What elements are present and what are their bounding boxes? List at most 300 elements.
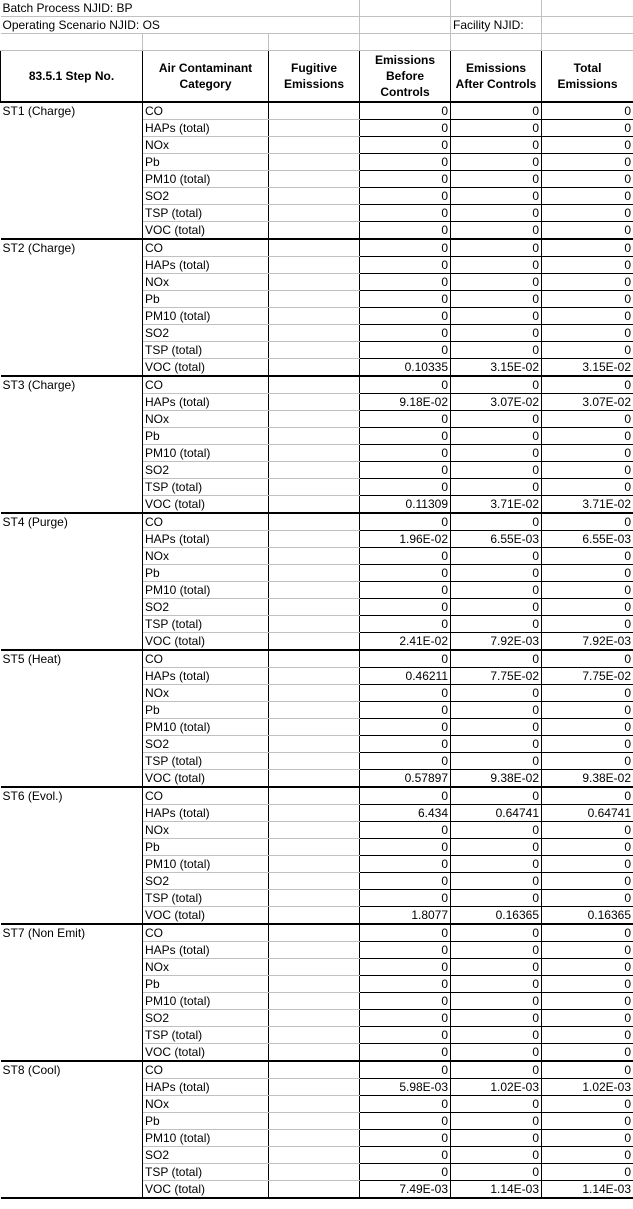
empty-cell: [1, 1079, 143, 1096]
total-emissions-cell: 3.07E-02: [542, 394, 633, 411]
contaminant-category: PM10 (total): [143, 308, 269, 325]
emissions-after-cell: 0: [451, 1147, 542, 1164]
table-row: [1, 770, 633, 788]
emissions-before-cell: 0.10335: [360, 359, 451, 377]
fugitive-emissions-cell: [269, 959, 360, 976]
emissions-after-cell: 0: [451, 428, 542, 445]
emissions-before-cell: 0: [360, 565, 451, 582]
table-row: [1, 1096, 633, 1113]
total-emissions-cell: 0: [542, 976, 633, 993]
empty-cell: [1, 702, 143, 719]
empty-cell: [1, 959, 143, 976]
empty-cell: [143, 34, 269, 51]
total-emissions-cell: 0: [542, 411, 633, 428]
table-row: [1, 907, 633, 925]
fugitive-emissions-cell: [269, 736, 360, 753]
header-before: Emissions Before Controls: [360, 51, 451, 103]
fugitive-emissions-cell: [269, 205, 360, 222]
emissions-before-cell: 0: [360, 291, 451, 308]
contaminant-category: CO: [143, 924, 269, 942]
fugitive-emissions-cell: [269, 924, 360, 942]
step-group: [1, 376, 633, 513]
total-emissions-cell: 0: [542, 325, 633, 342]
emissions-after-cell: 0: [451, 1130, 542, 1147]
emissions-before-cell: 0: [360, 308, 451, 325]
emissions-before-cell: 0: [360, 1147, 451, 1164]
table-row: [1, 805, 633, 822]
emissions-before-cell: 0: [360, 856, 451, 873]
contaminant-category: VOC (total): [143, 633, 269, 651]
fugitive-emissions-cell: [269, 942, 360, 959]
emissions-after-cell: 0: [451, 959, 542, 976]
emissions-before-cell: 0: [360, 222, 451, 240]
header-after: Emissions After Controls: [451, 51, 542, 103]
empty-cell: [1, 1044, 143, 1062]
table-row: [1, 102, 633, 120]
empty-cell: [542, 17, 633, 34]
table-row: [1, 924, 633, 942]
fugitive-emissions-cell: [269, 102, 360, 120]
empty-cell: [1, 976, 143, 993]
step-name: ST4 (Purge): [1, 513, 143, 531]
empty-cell: [1, 479, 143, 496]
fugitive-emissions-cell: [269, 993, 360, 1010]
step-group: [1, 924, 633, 1061]
contaminant-category: Pb: [143, 565, 269, 582]
fugitive-emissions-cell: [269, 616, 360, 633]
contaminant-category: Pb: [143, 291, 269, 308]
fugitive-emissions-cell: [269, 1113, 360, 1130]
empty-cell: [1, 873, 143, 890]
step-name: ST5 (Heat): [1, 650, 143, 668]
emissions-before-cell: 0: [360, 702, 451, 719]
table-row: [1, 1181, 633, 1199]
contaminant-category: NOx: [143, 137, 269, 154]
emissions-after-cell: 1.14E-03: [451, 1181, 542, 1199]
emissions-after-cell: 0: [451, 650, 542, 668]
fugitive-emissions-cell: [269, 1164, 360, 1181]
emissions-after-cell: 0: [451, 411, 542, 428]
total-emissions-cell: 1.14E-03: [542, 1181, 633, 1199]
table-row: [1, 1044, 633, 1062]
emissions-before-cell: 0: [360, 171, 451, 188]
table-row: [1, 359, 633, 377]
fugitive-emissions-cell: [269, 1027, 360, 1044]
fugitive-emissions-cell: [269, 907, 360, 925]
total-emissions-cell: 0: [542, 171, 633, 188]
empty-cell: [1, 394, 143, 411]
emissions-before-cell: 2.41E-02: [360, 633, 451, 651]
total-emissions-cell: 6.55E-03: [542, 531, 633, 548]
table-row: [1, 308, 633, 325]
empty-cell: [1, 205, 143, 222]
empty-cell: [1, 222, 143, 240]
emissions-before-cell: 6.434: [360, 805, 451, 822]
fugitive-emissions-cell: [269, 120, 360, 137]
header-category: Air Contaminant Category: [143, 51, 269, 103]
fugitive-emissions-cell: [269, 1130, 360, 1147]
emissions-after-cell: 3.71E-02: [451, 496, 542, 514]
total-emissions-cell: 0: [542, 205, 633, 222]
table-row: [1, 959, 633, 976]
emissions-after-cell: 0: [451, 565, 542, 582]
emissions-before-cell: 0: [360, 1044, 451, 1062]
total-emissions-cell: 3.71E-02: [542, 496, 633, 514]
emissions-after-cell: 0: [451, 582, 542, 599]
total-emissions-cell: 0: [542, 120, 633, 137]
total-emissions-cell: 3.15E-02: [542, 359, 633, 377]
total-emissions-cell: 0: [542, 513, 633, 531]
emissions-before-cell: 0: [360, 650, 451, 668]
fugitive-emissions-cell: [269, 359, 360, 377]
empty-cell: [1, 462, 143, 479]
fugitive-emissions-cell: [269, 856, 360, 873]
emissions-before-cell: 0: [360, 342, 451, 359]
table-row: [1, 205, 633, 222]
contaminant-category: SO2: [143, 873, 269, 890]
emissions-after-cell: 0: [451, 685, 542, 702]
contaminant-category: TSP (total): [143, 205, 269, 222]
contaminant-category: TSP (total): [143, 1164, 269, 1181]
total-emissions-cell: 0: [542, 753, 633, 770]
fugitive-emissions-cell: [269, 154, 360, 171]
emissions-after-cell: 0: [451, 1027, 542, 1044]
contaminant-category: NOx: [143, 822, 269, 839]
step-name: ST7 (Non Emit): [1, 924, 143, 942]
empty-cell: [269, 0, 360, 17]
emissions-before-cell: 0.57897: [360, 770, 451, 788]
emissions-before-cell: 0: [360, 188, 451, 205]
emissions-before-cell: 0: [360, 959, 451, 976]
empty-cell: [1, 342, 143, 359]
emissions-after-cell: 6.55E-03: [451, 531, 542, 548]
fugitive-emissions-cell: [269, 428, 360, 445]
empty-cell: [1, 120, 143, 137]
empty-cell: [1, 359, 143, 377]
fugitive-emissions-cell: [269, 394, 360, 411]
emissions-after-cell: 0: [451, 993, 542, 1010]
empty-cell: [1, 1113, 143, 1130]
fugitive-emissions-cell: [269, 137, 360, 154]
emissions-after-cell: 0: [451, 1044, 542, 1062]
emissions-after-cell: 0: [451, 942, 542, 959]
emissions-after-cell: 0: [451, 102, 542, 120]
fugitive-emissions-cell: [269, 222, 360, 240]
fugitive-emissions-cell: [269, 839, 360, 856]
step-name: ST2 (Charge): [1, 239, 143, 257]
contaminant-category: Pb: [143, 976, 269, 993]
empty-cell: [1, 1181, 143, 1199]
emissions-before-cell: 0: [360, 548, 451, 565]
table-row: [1, 668, 633, 685]
emissions-after-cell: 0: [451, 154, 542, 171]
table-row: [1, 787, 633, 805]
contaminant-category: SO2: [143, 462, 269, 479]
emissions-before-cell: 0: [360, 239, 451, 257]
header-total: Total Emissions: [542, 51, 633, 103]
emissions-after-cell: 0: [451, 787, 542, 805]
fugitive-emissions-cell: [269, 325, 360, 342]
emissions-before-cell: 0: [360, 274, 451, 291]
empty-cell: [1, 34, 143, 51]
fugitive-emissions-cell: [269, 308, 360, 325]
empty-cell: [1, 291, 143, 308]
fugitive-emissions-cell: [269, 1061, 360, 1079]
fugitive-emissions-cell: [269, 479, 360, 496]
batch-process-label: Batch Process NJID: BP: [1, 0, 269, 17]
emissions-before-cell: 5.98E-03: [360, 1079, 451, 1096]
table-row: [1, 942, 633, 959]
step-group: [1, 513, 633, 650]
contaminant-category: NOx: [143, 411, 269, 428]
table-row: [1, 685, 633, 702]
empty-cell: [1, 428, 143, 445]
emissions-before-cell: 1.8077: [360, 907, 451, 925]
empty-cell: [1, 822, 143, 839]
contaminant-category: VOC (total): [143, 1044, 269, 1062]
empty-cell: [1, 685, 143, 702]
contaminant-category: CO: [143, 787, 269, 805]
contaminant-category: PM10 (total): [143, 171, 269, 188]
total-emissions-cell: 0: [542, 1044, 633, 1062]
emissions-before-cell: 0: [360, 924, 451, 942]
total-emissions-cell: 0: [542, 822, 633, 839]
table-row: [1, 856, 633, 873]
empty-cell: [1, 445, 143, 462]
empty-cell: [1, 633, 143, 651]
empty-cell: [1, 171, 143, 188]
fugitive-emissions-cell: [269, 650, 360, 668]
contaminant-category: CO: [143, 650, 269, 668]
emissions-before-cell: 0.46211: [360, 668, 451, 685]
emissions-before-cell: 0: [360, 325, 451, 342]
empty-cell: [360, 34, 451, 51]
fugitive-emissions-cell: [269, 1079, 360, 1096]
total-emissions-cell: 0: [542, 787, 633, 805]
emissions-before-cell: 0: [360, 890, 451, 907]
fugitive-emissions-cell: [269, 787, 360, 805]
emissions-before-cell: 0: [360, 616, 451, 633]
contaminant-category: Pb: [143, 702, 269, 719]
total-emissions-cell: 0: [542, 839, 633, 856]
emissions-after-cell: 1.02E-03: [451, 1079, 542, 1096]
emissions-before-cell: 0: [360, 1096, 451, 1113]
table-row: [1, 993, 633, 1010]
total-emissions-cell: 0: [542, 376, 633, 394]
meta-row-scenario: [1, 17, 633, 34]
fugitive-emissions-cell: [269, 565, 360, 582]
contaminant-category: Pb: [143, 1113, 269, 1130]
fugitive-emissions-cell: [269, 753, 360, 770]
empty-cell: [1, 616, 143, 633]
contaminant-category: SO2: [143, 188, 269, 205]
fugitive-emissions-cell: [269, 411, 360, 428]
emissions-after-cell: 0: [451, 342, 542, 359]
table-row: [1, 1164, 633, 1181]
table-row: [1, 428, 633, 445]
empty-cell: [1, 993, 143, 1010]
table-row: [1, 222, 633, 240]
emissions-after-cell: 0.64741: [451, 805, 542, 822]
emissions-after-cell: 0: [451, 702, 542, 719]
emissions-before-cell: 0: [360, 993, 451, 1010]
emissions-after-cell: 0: [451, 205, 542, 222]
contaminant-category: PM10 (total): [143, 1130, 269, 1147]
total-emissions-cell: 0: [542, 959, 633, 976]
emissions-before-cell: 0: [360, 1061, 451, 1079]
empty-cell: [1, 736, 143, 753]
empty-cell: [542, 0, 633, 17]
contaminant-category: NOx: [143, 548, 269, 565]
fugitive-emissions-cell: [269, 496, 360, 514]
contaminant-category: HAPs (total): [143, 1079, 269, 1096]
contaminant-category: CO: [143, 239, 269, 257]
table-row: [1, 291, 633, 308]
empty-cell: [1, 1027, 143, 1044]
contaminant-category: TSP (total): [143, 616, 269, 633]
table-row: [1, 719, 633, 736]
emissions-before-cell: 0: [360, 1130, 451, 1147]
emissions-after-cell: 0: [451, 1061, 542, 1079]
total-emissions-cell: 0: [542, 445, 633, 462]
empty-cell: [1, 668, 143, 685]
empty-cell: [1, 1010, 143, 1027]
emissions-after-cell: 0: [451, 171, 542, 188]
total-emissions-cell: 0: [542, 599, 633, 616]
emissions-after-cell: 0: [451, 924, 542, 942]
emissions-after-cell: 0: [451, 1164, 542, 1181]
contaminant-category: NOx: [143, 959, 269, 976]
emissions-after-cell: 0: [451, 976, 542, 993]
step-group: [1, 102, 633, 239]
empty-cell: [1, 411, 143, 428]
step-name: ST1 (Charge): [1, 102, 143, 120]
total-emissions-cell: 0.16365: [542, 907, 633, 925]
table-row: [1, 376, 633, 394]
total-emissions-cell: 0: [542, 479, 633, 496]
fugitive-emissions-cell: [269, 719, 360, 736]
total-emissions-cell: 0: [542, 719, 633, 736]
step-group: [1, 1061, 633, 1198]
emissions-before-cell: 0: [360, 376, 451, 394]
emissions-after-cell: 0: [451, 873, 542, 890]
total-emissions-cell: 0: [542, 702, 633, 719]
fugitive-emissions-cell: [269, 582, 360, 599]
emissions-after-cell: 0: [451, 188, 542, 205]
emissions-before-cell: 0: [360, 1010, 451, 1027]
emissions-before-cell: 0: [360, 753, 451, 770]
contaminant-category: HAPs (total): [143, 120, 269, 137]
empty-cell: [1, 582, 143, 599]
contaminant-category: PM10 (total): [143, 856, 269, 873]
contaminant-category: CO: [143, 376, 269, 394]
empty-cell: [1, 719, 143, 736]
empty-cell: [1, 137, 143, 154]
emissions-before-cell: 0: [360, 976, 451, 993]
emissions-before-cell: 0: [360, 582, 451, 599]
emissions-after-cell: 0: [451, 616, 542, 633]
empty-cell: [1, 531, 143, 548]
table-row: [1, 873, 633, 890]
fugitive-emissions-cell: [269, 633, 360, 651]
table-row: [1, 239, 633, 257]
total-emissions-cell: 0: [542, 137, 633, 154]
fugitive-emissions-cell: [269, 822, 360, 839]
empty-cell: [1, 325, 143, 342]
contaminant-category: NOx: [143, 685, 269, 702]
emissions-after-cell: 0: [451, 479, 542, 496]
total-emissions-cell: 0: [542, 924, 633, 942]
total-emissions-cell: 0: [542, 291, 633, 308]
contaminant-category: VOC (total): [143, 359, 269, 377]
table-row: [1, 736, 633, 753]
fugitive-emissions-cell: [269, 1147, 360, 1164]
table-row: [1, 1061, 633, 1079]
table-row: [1, 154, 633, 171]
table-row: [1, 1147, 633, 1164]
column-header-row: [1, 51, 633, 103]
fugitive-emissions-cell: [269, 274, 360, 291]
emissions-after-cell: 0: [451, 890, 542, 907]
table-row: [1, 394, 633, 411]
fugitive-emissions-cell: [269, 513, 360, 531]
empty-cell: [1, 839, 143, 856]
fugitive-emissions-cell: [269, 548, 360, 565]
empty-cell: [1, 274, 143, 291]
emissions-before-cell: 0: [360, 787, 451, 805]
fugitive-emissions-cell: [269, 1044, 360, 1062]
emissions-before-cell: 0: [360, 599, 451, 616]
contaminant-category: PM10 (total): [143, 445, 269, 462]
table-row: [1, 976, 633, 993]
emissions-before-cell: 0: [360, 719, 451, 736]
table-row: [1, 137, 633, 154]
contaminant-category: SO2: [143, 599, 269, 616]
step-name: ST3 (Charge): [1, 376, 143, 394]
empty-cell: [451, 34, 542, 51]
header-step: 83.5.1 Step No.: [1, 51, 143, 103]
contaminant-category: VOC (total): [143, 222, 269, 240]
contaminant-category: SO2: [143, 736, 269, 753]
emissions-before-cell: 0: [360, 1027, 451, 1044]
emissions-before-cell: 0: [360, 839, 451, 856]
empty-cell: [1, 599, 143, 616]
step-name: ST6 (Evol.): [1, 787, 143, 805]
total-emissions-cell: 0: [542, 1147, 633, 1164]
total-emissions-cell: 0: [542, 1096, 633, 1113]
emissions-after-cell: 0: [451, 308, 542, 325]
emissions-after-cell: 3.07E-02: [451, 394, 542, 411]
fugitive-emissions-cell: [269, 702, 360, 719]
step-name: ST8 (Cool): [1, 1061, 143, 1079]
table-row: [1, 753, 633, 770]
contaminant-category: NOx: [143, 274, 269, 291]
fugitive-emissions-cell: [269, 257, 360, 274]
contaminant-category: SO2: [143, 1147, 269, 1164]
total-emissions-cell: 0: [542, 188, 633, 205]
emissions-before-cell: 0: [360, 736, 451, 753]
emissions-after-cell: 0: [451, 239, 542, 257]
fugitive-emissions-cell: [269, 668, 360, 685]
contaminant-category: Pb: [143, 154, 269, 171]
table-row: [1, 548, 633, 565]
emissions-after-cell: 0: [451, 462, 542, 479]
table-row: [1, 1130, 633, 1147]
emissions-after-cell: 0: [451, 1113, 542, 1130]
table-row: [1, 633, 633, 651]
emissions-before-cell: 0: [360, 685, 451, 702]
total-emissions-cell: 0: [542, 1010, 633, 1027]
